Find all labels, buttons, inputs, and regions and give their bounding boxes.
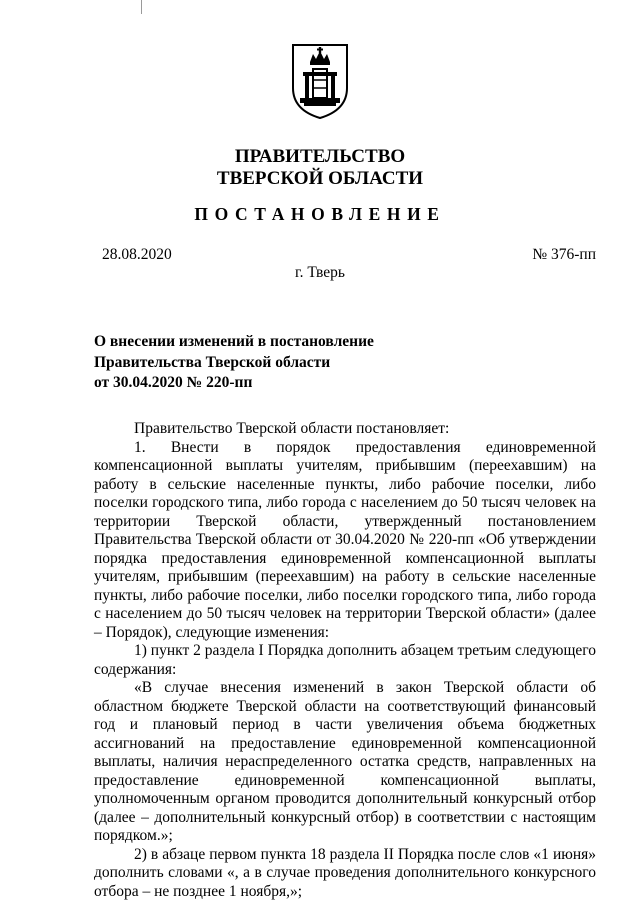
subject-line: О внесении изменений в постановление [94,333,374,350]
government-name-line1: ПРАВИТЕЛЬСТВО [234,146,406,167]
body-intro: Правительство Тверской области постановляет: [134,420,450,437]
document-number: № 376-пп [532,246,596,263]
document-subject [94,332,374,394]
subject-line: Правительства Тверской области [94,353,331,371]
margin-tick [141,0,142,14]
body-paragraph-3: «В случае внесения изменений в закон Тверской области об областном бюджете Тверской области на соответствующий финансовый год и плановый период в части увеличения объема бюджетных ассигнований на предоставление единовременной компенсационной выплаты, наличия нераспределенного остатка средств, направленных на предоставление единовременной компенсационной выплаты, уполномоченным органом проводится дополнительный конкурсный отбор (далее – дополнительный конкурсный отбор) в соответствии с настоящим порядком.»; [94,679,596,844]
body-paragraph-4: 2) в абзаце первом пункта 18 раздела II Порядка после слов «1 июня» дополнить словами «, а в случае проведения дополнительного конкурсного отбора – не позднее 1 ноября,»; [94,845,596,900]
body-paragraph-1: 1. Внести в порядок предоставления единовременной компенсационной выплаты учителям, прибывшим (переехавшим) на работу в сельские населенные пункты, либо рабочие поселки, либо поселки городского типа, либо города с населением до 50 тысяч человек на территории Тверской области, утвержденный постановлением Правительства Тверской области от 30.04.2020 № 220-пп «Об утверждении порядка предоставления единовременной компенсационной выплаты учителям, прибывшим (переехавшим) на работу в сельские населенные пункты, либо рабочие поселки, либо поселки городского типа, либо города с населением до 50 тысяч человек на территории Тверской области» (далее – Порядок), следующие изменения: [94,438,596,641]
document-city: г. Тверь [295,264,345,281]
body-paragraph-2: 1) пункт 2 раздела I Порядка дополнить абзацем третьим следующего содержания: [94,642,596,678]
government-name-line2: ТВЕРСКОЙ ОБЛАСТИ [216,168,424,189]
subject-line: от 30.04.2020 № 220-пп [94,374,253,391]
document-body [94,420,596,901]
government-name [0,146,640,190]
document-type: ПОСТАНОВЛЕНИЕ [194,204,446,224]
document-date: 28.08.2020 [102,246,172,263]
coat-of-arms-emblem [290,42,350,121]
